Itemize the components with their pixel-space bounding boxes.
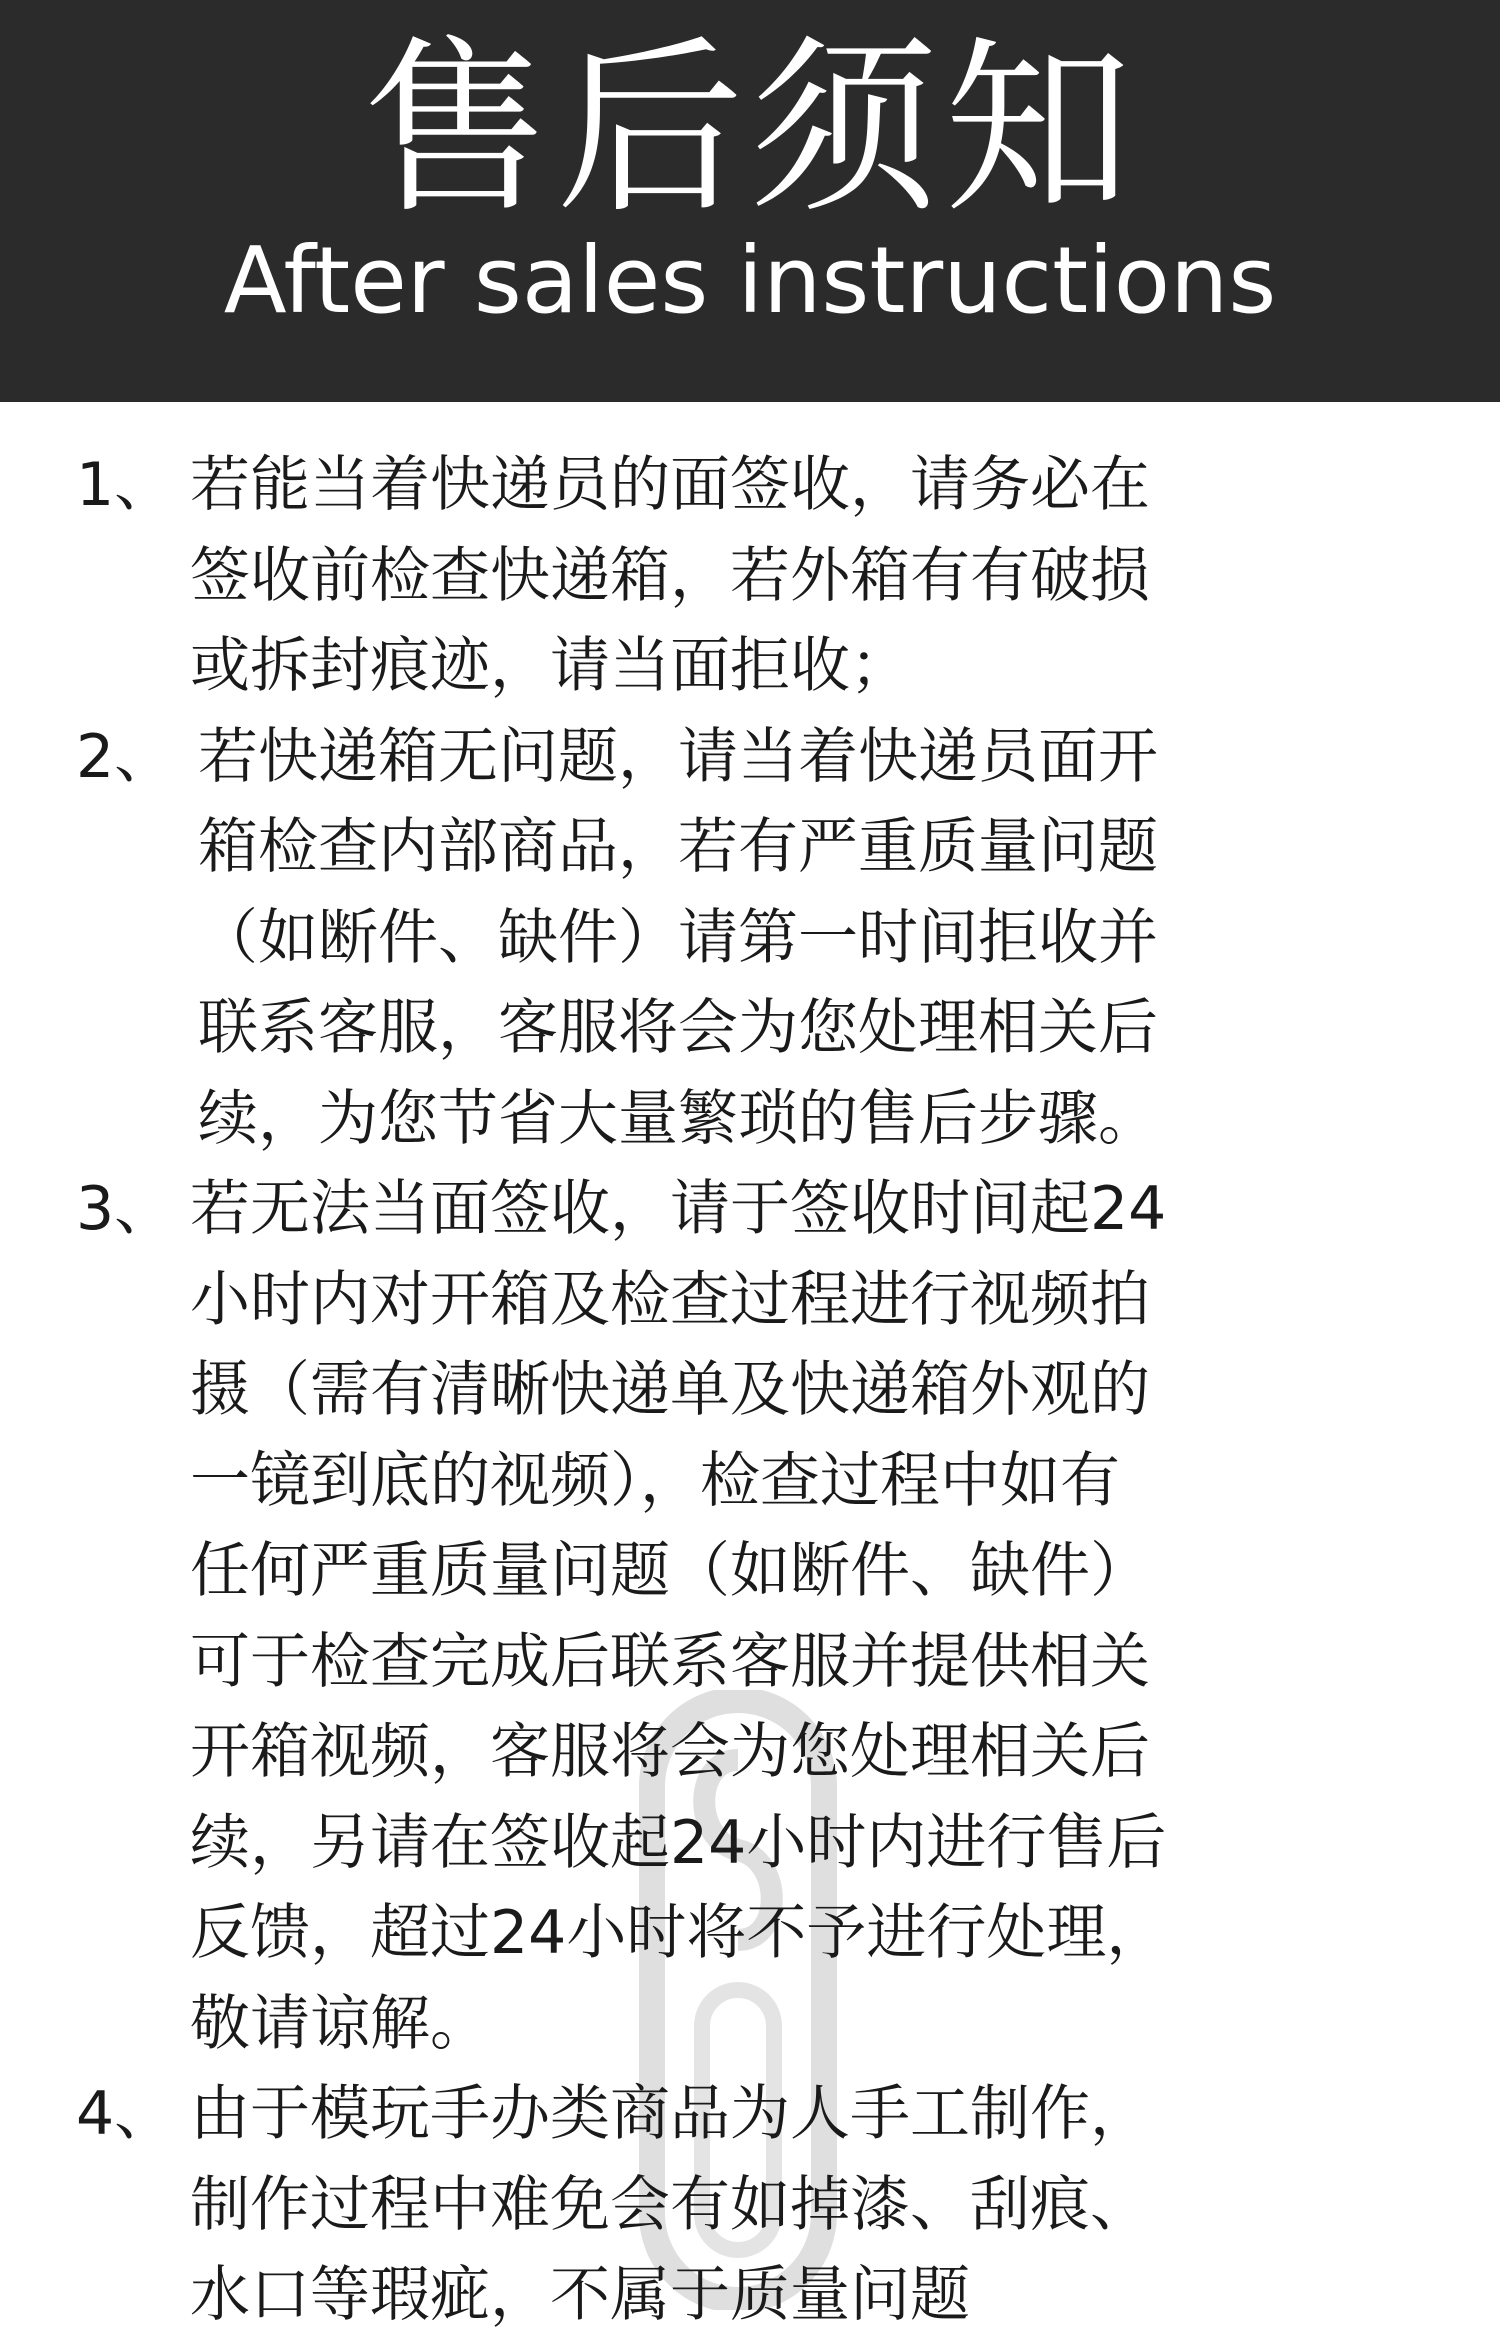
- page-subtitle: After sales instructions: [223, 227, 1277, 334]
- list-item: [0, 440, 1500, 712]
- header-banner: [0, 0, 1500, 402]
- item-text: 由于模玩手办类商品为人手工制作， 制作过程中难免会有如掉漆、刮痕、 水口等瑕疵，不属于质量问题: [190, 2079, 1150, 2330]
- item-text: 若无法当面签收，请于签收时间起24 小时内对开箱及检查过程进行视频拍 摄（需有清晰快递单及快递箱外观的 一镜到底的视频），检查过程中如有 任何严重质量问题（如断件、缺件） 可于检查完成后联系客服并提供相关 开箱视频，客服将会为您处理相关后 续，另请在签收起24小时内进行售后 反馈，超过24小时将不予进行处理， 敬请谅解。: [190, 1174, 1167, 2059]
- instructions-list: [0, 440, 1500, 2341]
- item-number: 2、: [76, 721, 175, 792]
- item-number: 4、: [76, 2079, 175, 2149]
- item-text: 若快递箱无问题，请当着快递员面开 箱检查内部商品，若有严重质量问题 （如断件、缺件）请第一时间拒收并 联系客服，客服将会为您处理相关后 续，为您节省大量繁琐的售后步骤。: [198, 721, 1158, 1154]
- list-item: [0, 1164, 1500, 2069]
- item-text: 若能当着快递员的面签收，请务必在 签收前检查快递箱，若外箱有有破损 或拆封痕迹，请当面拒收；: [190, 450, 1150, 701]
- list-item: [0, 2069, 1500, 2341]
- list-item: [0, 712, 1500, 1165]
- item-number: 1、: [76, 450, 175, 520]
- item-number: 3、: [76, 1174, 175, 1244]
- page-title: 售后须知: [362, 20, 1138, 239]
